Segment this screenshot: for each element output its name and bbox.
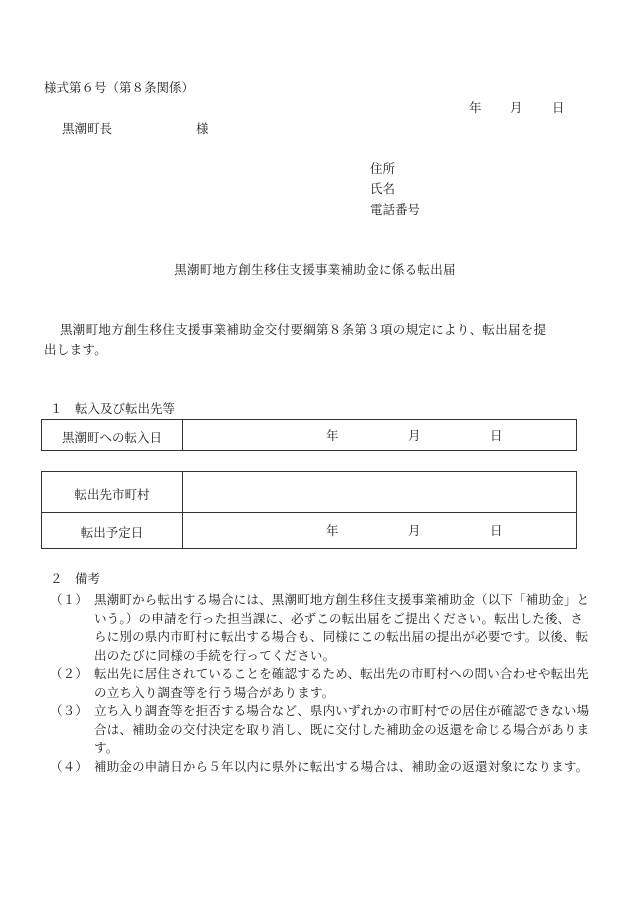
intro-line-1: 黒潮町地方創生移住支援事業補助金交付要綱第８条第３項の規定により、転出届を提: [60, 322, 547, 337]
date-year: 年: [469, 100, 482, 115]
document-title: 黒潮町地方創生移住支援事業補助金に係る転出届: [174, 262, 456, 277]
move-out-day: 日: [490, 523, 503, 538]
move-out-year: 年: [326, 523, 339, 538]
notes-list: [50, 591, 590, 776]
applicant-address-label: 住所: [370, 161, 396, 176]
addressee-honorific: 様: [196, 121, 209, 136]
form-number: 様式第６号（第８条関係）: [44, 80, 195, 95]
intro-line-2: 出します。: [44, 342, 108, 357]
move-in-year: 年: [326, 428, 339, 443]
move-out-month: 月: [408, 523, 421, 538]
table-row-divider: [42, 512, 576, 513]
move-in-table: [41, 419, 577, 451]
date-month: 月: [510, 100, 523, 115]
applicant-phone-label: 電話番号: [370, 202, 421, 217]
note-item: [50, 758, 590, 777]
intro-paragraph: [44, 320, 584, 360]
move-in-day: 日: [490, 428, 503, 443]
scheduled-move-out-label: 転出予定日: [80, 525, 144, 540]
table-divider: [182, 420, 183, 450]
note-item: [50, 591, 590, 665]
note-item: [50, 665, 590, 702]
note-number: （２）: [50, 666, 89, 681]
move-out-table: [41, 471, 577, 549]
addressee-name: 黒潮町長: [62, 121, 113, 136]
move-in-label: 黒潮町への転入日: [61, 430, 162, 445]
note-number: （４）: [50, 758, 89, 774]
note-text: 黒潮町から転出する場合には、黒潮町地方創生移住支援事業補助金（以下「補助金」という。）の申請を行った担当課に、必ずこの転出届をご提出ください。転出した後、さらに別の県内市町村に転出する場合も、同様にこの転出届の提出が必要です。以後、転出のたびに同様の手続を行ってください。: [94, 592, 590, 663]
note-text: 立ち入り調査等を拒否する場合など、県内いずれかの市町村での居住が確認できない場合は、補助金の交付決定を取り消し、既に交付した補助金の返還を命じる場合があります。: [94, 703, 590, 755]
section1-heading: １ 転入及び転出先等: [50, 401, 176, 416]
applicant-name-label: 氏名: [370, 181, 396, 196]
note-number: （１）: [50, 592, 89, 607]
note-number: （３）: [50, 703, 89, 718]
note-text: 転出先に居住されていることを確認するため、転出先の市町村への問い合わせや転出先の立ち入り調査等を行う場合があります。: [94, 666, 589, 700]
date-day: 日: [552, 100, 565, 115]
section2-heading: ２ 備考: [50, 571, 101, 586]
dest-municipality-label: 転出先市町村: [74, 487, 150, 502]
note-text: 補助金の申請日から５年以内に県外に転出する場合は、補助金の返還対象になります。: [94, 758, 589, 774]
move-in-month: 月: [408, 428, 421, 443]
note-item: [50, 702, 590, 758]
table-divider: [182, 472, 183, 548]
